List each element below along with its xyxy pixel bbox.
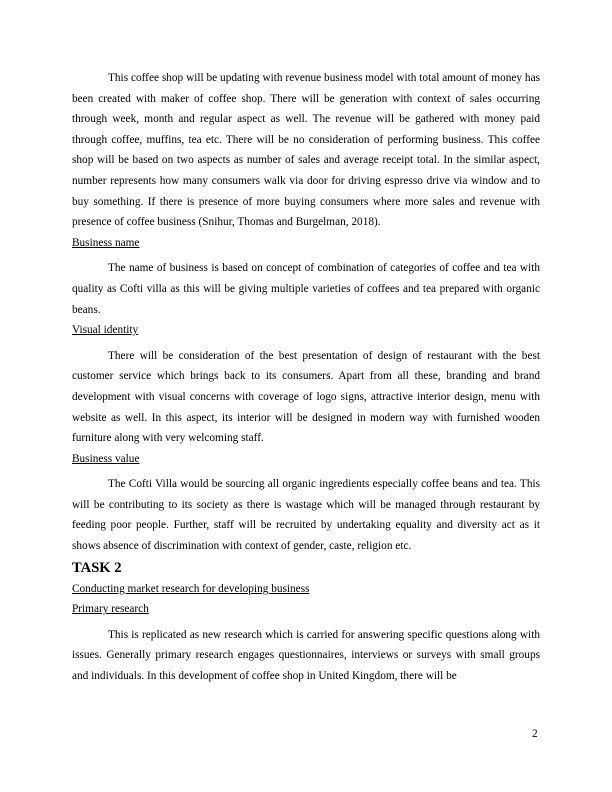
heading-primary-research: Primary research xyxy=(72,603,149,616)
paragraph-visual-identity: There will be consideration of the best presentation of design of restaurant with the best customer service which brings back to its consumers. Apart from all these, branding and brand development with visual concerns with coverage of logo signs, attractive interior design, menu with website as well. In this aspect, its interior will be designed in modern way with furnished wooden furniture along with very welcoming staff. xyxy=(72,349,540,445)
task-title: TASK 2 xyxy=(72,559,122,576)
paragraph-revenue-model: This coffee shop will be updating with revenue business model with total amount of money has been created with maker of coffee shop. There will be generation with context of sales occurring through week, month and regular aspect as well. The revenue will be gathered with money paid through coffee, muffins, tea etc. There will be no consideration of performing business. This coffee shop will be based on two aspects as number of sales and average receipt total. In the similar aspect, number represents how many consumers walk via door for driving espresso drive via window and to buy something. If there is presence of more buying consumers where more sales and revenue with presence of coffee business (Snihur, Thomas and Burgelman, 2018). xyxy=(72,72,540,229)
heading-market-research: Conducting market research for developing business xyxy=(72,582,310,595)
heading-business-value: Business value xyxy=(72,452,140,465)
document-page xyxy=(72,68,540,687)
heading-visual-identity: Visual identity xyxy=(72,324,139,337)
page-number: 2 xyxy=(532,728,538,740)
heading-business-name: Business name xyxy=(72,236,140,249)
paragraph-business-name: The name of business is based on concept of combination of categories of coffee and tea with quality as Cofti villa as this will be giving multiple varieties of coffees and tea prepared with organic beans. xyxy=(72,262,540,316)
paragraph-business-value: The Cofti Villa would be sourcing all organic ingredients especially coffee beans and tea. This will be contributing to its society as there is wastage which will be managed through restaurant by feeding poor people. Further, staff will be recruited by undertaking equality and diversity act as it shows absence of discrimination with context of gender, caste, religion etc. xyxy=(72,478,540,553)
paragraph-primary-research: This is replicated as new research which is carried for answering specific questions along with issues. Generally primary research engages questionnaires, interviews or surveys with small groups and individuals. In this development of coffee shop in United Kingdom, there will be xyxy=(72,628,540,683)
